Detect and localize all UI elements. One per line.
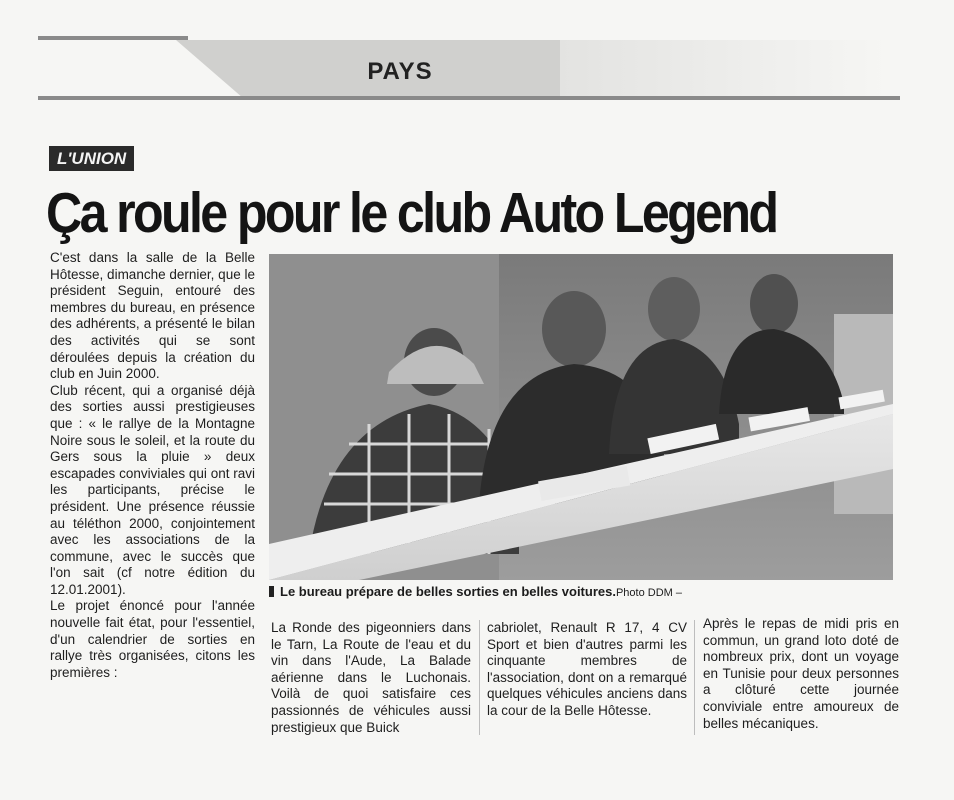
paragraph: La Ronde des pigeonniers dans le Tarn, La Route de l'eau et du vin dans l'Aude, La Balade aérienne dans le Luchonais. Voilà de quoi satisfaire ces passionnés de véhicules aussi prestigieux que Buick: [271, 620, 471, 735]
article-column-3: [487, 620, 687, 720]
article-column-1: [50, 250, 255, 681]
caption-text: Le bureau prépare de belles sorties en belles voitures.: [280, 584, 616, 599]
article-column-2: [271, 620, 471, 736]
section-tab-shadow: [560, 40, 890, 98]
article-photo: [269, 254, 893, 580]
article-column-4: [703, 616, 899, 732]
header-rule-top: [38, 36, 188, 40]
paragraph: Club récent, qui a organisé déjà des sorties aussi prestigieuses que : « le rallye de la Montagne Noire sous le soleil, et la route du Gers sous la pluie » deux escapades conviviales qui ont ravi les participants, précise le président. Une présence réussie au téléthon 2000, conjointement avec les associations de la commune, avec le succès que l'on sait (cf notre édition du 12.01.2001).: [50, 382, 255, 597]
photo-credit: Photo DDM –: [615, 587, 682, 599]
section-title: PAYS: [367, 58, 433, 85]
column-divider: [479, 620, 480, 735]
paragraph: Après le repas de midi pris en commun, un grand loto doté de nombreux prix, dont un voyage en Tunisie pour deux personnes a clôturé cette journée conviviale entre amoureux de belles mécaniques.: [703, 616, 899, 731]
header-rule-bottom: [38, 96, 900, 100]
caption-marker: [269, 586, 274, 597]
column-divider: [694, 620, 695, 735]
photo-caption: [269, 584, 682, 599]
paragraph: cabriolet, Renault R 17, 4 CV Sport et bien d'autres parmi les cinquante membres de l'association, dont on a remarqué quelques véhicules anciens dans la cour de la Belle Hôtesse.: [487, 620, 687, 718]
source-badge: L'UNION: [49, 146, 134, 171]
paragraph: Le projet énoncé pour l'année nouvelle fait état, pour l'essentiel, d'un calendrier de sorties en rallye très organisées, citons les premières :: [50, 598, 255, 680]
article-headline: Ça roule pour le club Auto Legend: [46, 181, 777, 245]
paragraph: C'est dans la salle de la Belle Hôtesse, dimanche dernier, que le président Seguin, entouré des membres du bureau, en présence des adhérents, a présenté le bilan des activités qui se sont déroulées depuis la création du club en Juin 2000.: [50, 250, 255, 382]
